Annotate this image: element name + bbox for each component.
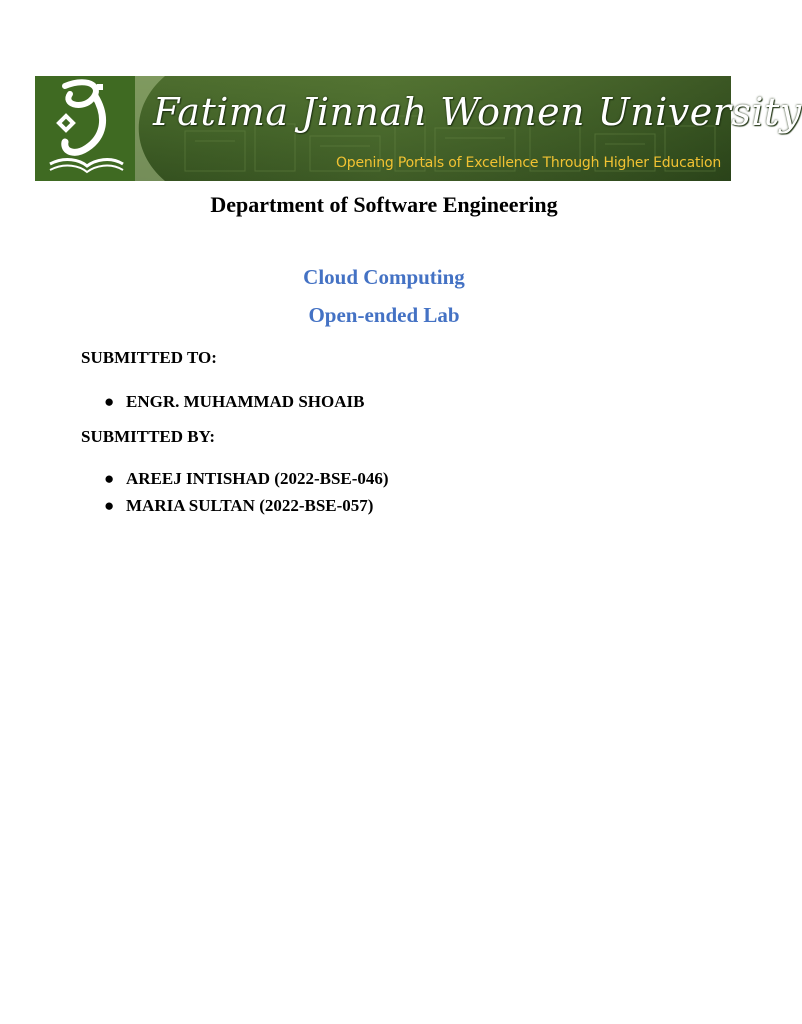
course-title: Cloud Computing (303, 265, 465, 289)
submitted-by-list (0, 465, 389, 519)
department-heading: Department of Software Engineering (210, 192, 558, 217)
submitted-to-list (0, 388, 364, 415)
list-item (0, 388, 364, 415)
university-logo (35, 76, 135, 181)
bullet-icon: ● (104, 469, 115, 488)
list-item (0, 465, 389, 492)
list-item (0, 492, 389, 519)
bullet-icon: ● (104, 392, 115, 411)
submitted-to-label: SUBMITTED TO: (81, 348, 217, 367)
university-name: Fatima Jinnah Women University (153, 90, 802, 134)
university-tagline: Opening Portals of Excellence Through Higher Education (335, 155, 721, 171)
university-banner (35, 76, 802, 181)
student-name: MARIA SULTAN (2022-BSE-057) (126, 496, 374, 515)
student-name: AREEJ INTISHAD (2022-BSE-046) (126, 469, 389, 488)
lab-type: Open-ended Lab (308, 303, 460, 327)
submitted-by-label: SUBMITTED BY: (81, 427, 215, 446)
instructor-name: ENGR. MUHAMMAD SHOAIB (126, 392, 365, 411)
bullet-icon: ● (104, 496, 115, 515)
